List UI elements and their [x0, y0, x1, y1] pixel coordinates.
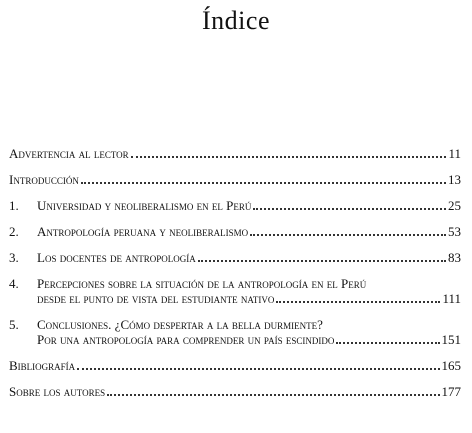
- toc-entry-autores[interactable]: [9, 384, 461, 399]
- toc-entry-advertencia[interactable]: [9, 146, 461, 161]
- dot-leader: [253, 208, 446, 210]
- toc-entry-chapter-1[interactable]: [9, 198, 461, 213]
- chapter-number: 2.: [9, 224, 19, 239]
- toc-entry-title: Sobre los autores: [9, 384, 106, 399]
- toc-entry-title: Universidad y neoliberalismo en el Perú: [37, 198, 252, 213]
- dot-leader: [107, 394, 439, 396]
- toc-page-number: 11: [448, 146, 461, 161]
- chapter-number: 3.: [9, 250, 19, 265]
- toc-entry-title-line1: Conclusiones. ¿Cómo despertar a la bella durmiente?: [37, 317, 323, 332]
- toc-entry-title: Advertencia al lector: [9, 146, 129, 161]
- toc-entry-bibliografia[interactable]: [9, 358, 461, 373]
- dot-leader: [131, 156, 447, 158]
- toc-page-number: 151: [441, 332, 461, 347]
- dot-leader: [77, 368, 439, 370]
- toc-entry-introduccion[interactable]: [9, 172, 461, 187]
- chapter-number: 1.: [9, 198, 19, 213]
- chapter-number: 5.: [9, 317, 19, 332]
- toc-page-number: 165: [441, 358, 461, 373]
- toc-entry-title: Los docentes de antropología: [37, 250, 196, 265]
- toc-entry-chapter-3[interactable]: [9, 250, 461, 265]
- toc-entry-title: Introducción: [9, 172, 79, 187]
- dot-leader: [276, 301, 440, 303]
- toc-entry-title-line2: desde el punto de vista del estudiante nativo: [37, 291, 275, 306]
- toc-page-number: 53: [448, 224, 461, 239]
- toc-page-number: 83: [448, 250, 461, 265]
- dot-leader: [336, 342, 439, 344]
- toc-entry-title: Bibliografía: [9, 358, 76, 373]
- dot-leader: [198, 260, 446, 262]
- toc-entry-title-line2: Por una antropología para comprender un país escindido: [37, 332, 335, 347]
- toc-entry-chapter-4[interactable]: [9, 276, 461, 306]
- page-title: Índice: [202, 6, 270, 35]
- toc-page-number: 177: [441, 384, 461, 399]
- toc-page-number: 13: [448, 172, 461, 187]
- toc-entry-chapter-5[interactable]: [9, 317, 461, 347]
- chapter-number: 4.: [9, 276, 19, 291]
- toc-page-number: 111: [442, 291, 461, 306]
- toc-entry-title: Antropología peruana y neoliberalismo: [37, 224, 249, 239]
- dot-leader: [250, 234, 446, 236]
- toc-entry-title-line1: Percepciones sobre la situación de la antropología en el Perú: [37, 276, 367, 291]
- dot-leader: [81, 182, 446, 184]
- table-of-contents: [9, 146, 461, 410]
- toc-entry-chapter-2[interactable]: [9, 224, 461, 239]
- toc-page-number: 25: [448, 198, 461, 213]
